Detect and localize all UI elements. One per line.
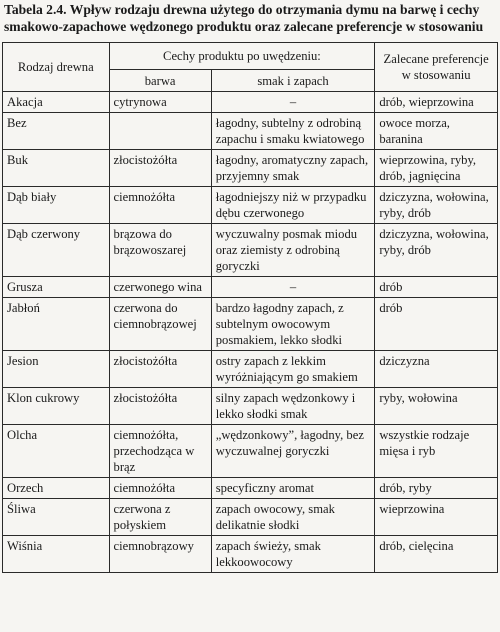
cell-preferences: drób, wieprzowina <box>375 92 498 113</box>
table-header <box>3 43 498 92</box>
cell-wood: Buk <box>3 150 110 187</box>
header-preferences: Zalecane preferencje w stosowaniu <box>375 43 498 92</box>
table-row <box>3 425 498 478</box>
cell-color: złocistożółta <box>109 150 211 187</box>
table-row <box>3 351 498 388</box>
table-row <box>3 277 498 298</box>
cell-wood: Dąb czerwony <box>3 224 110 277</box>
header-wood: Rodzaj drewna <box>3 43 110 92</box>
cell-wood: Śliwa <box>3 499 110 536</box>
cell-color <box>109 113 211 150</box>
table-row <box>3 298 498 351</box>
cell-taste: wyczuwalny posmak miodu oraz ziemisty z odrobiną goryczki <box>211 224 375 277</box>
cell-taste: zapach świeży, smak lekkoowocowy <box>211 536 375 573</box>
cell-taste: łagodniejszy niż w przypadku dębu czerwonego <box>211 187 375 224</box>
cell-taste: specyficzny aromat <box>211 478 375 499</box>
cell-preferences: dziczyzna <box>375 351 498 388</box>
cell-preferences: drób <box>375 298 498 351</box>
cell-wood: Dąb biały <box>3 187 110 224</box>
header-features-group: Cechy produktu po uwędzeniu: <box>109 43 375 70</box>
cell-color: ciemnobrązowy <box>109 536 211 573</box>
cell-color: ciemnożółta, przechodząca w brąz <box>109 425 211 478</box>
table-row <box>3 478 498 499</box>
cell-wood: Grusza <box>3 277 110 298</box>
cell-wood: Akacja <box>3 92 110 113</box>
cell-wood: Orzech <box>3 478 110 499</box>
cell-taste: ostry zapach z lekkim wyróżniającym go smakiem <box>211 351 375 388</box>
table-caption: Tabela 2.4. Wpływ rodzaju drewna użytego do otrzymania dymu na barwę i cechy smakowo-zapachowe wędzonego produktu oraz zalecane preferencje w stosowaniu <box>4 2 484 34</box>
cell-preferences: wieprzowina, ryby, drób, jagnięcina <box>375 150 498 187</box>
cell-taste: „wędzonkowy”, łagodny, bez wyczuwalnej goryczki <box>211 425 375 478</box>
cell-wood: Jesion <box>3 351 110 388</box>
cell-taste: zapach owocowy, smak delikatnie słodki <box>211 499 375 536</box>
cell-color: ciemnożółta <box>109 478 211 499</box>
cell-taste: silny zapach wędzonkowy i lekko słodki smak <box>211 388 375 425</box>
cell-color: złocistożółta <box>109 351 211 388</box>
header-taste: smak i zapach <box>211 70 375 92</box>
cell-preferences: wieprzowina <box>375 499 498 536</box>
table-row <box>3 150 498 187</box>
cell-wood: Olcha <box>3 425 110 478</box>
table-row <box>3 499 498 536</box>
cell-color: czerwona z połyskiem <box>109 499 211 536</box>
table-row <box>3 187 498 224</box>
table-row <box>3 92 498 113</box>
cell-wood: Wiśnia <box>3 536 110 573</box>
cell-taste: – <box>211 92 375 113</box>
cell-color: czerwonego wina <box>109 277 211 298</box>
cell-preferences: owoce morza, baranina <box>375 113 498 150</box>
cell-preferences: drób, cielęcina <box>375 536 498 573</box>
cell-taste: łagodny, aromatyczny zapach, przyjemny smak <box>211 150 375 187</box>
cell-color: ciemnożółta <box>109 187 211 224</box>
table-body <box>3 92 498 573</box>
cell-preferences: dziczyzna, wołowina, ryby, drób <box>375 224 498 277</box>
cell-taste: – <box>211 277 375 298</box>
table-row <box>3 113 498 150</box>
cell-preferences: ryby, wołowina <box>375 388 498 425</box>
header-color: barwa <box>109 70 211 92</box>
cell-preferences: drób, ryby <box>375 478 498 499</box>
cell-preferences: wszystkie rodzaje mięsa i ryb <box>375 425 498 478</box>
cell-taste: bardzo łagodny zapach, z subtelnym owocowym posmakiem, lekko słodki <box>211 298 375 351</box>
wood-smoke-table <box>2 42 498 573</box>
cell-color: cytrynowa <box>109 92 211 113</box>
cell-taste: łagodny, subtelny z odrobiną zapachu i smaku kwiatowego <box>211 113 375 150</box>
cell-preferences: dziczyzna, wołowina, ryby, drób <box>375 187 498 224</box>
table-row <box>3 536 498 573</box>
table-row <box>3 224 498 277</box>
cell-wood: Jabłoń <box>3 298 110 351</box>
cell-wood: Bez <box>3 113 110 150</box>
cell-color: złocistożółta <box>109 388 211 425</box>
cell-wood: Klon cukrowy <box>3 388 110 425</box>
cell-preferences: drób <box>375 277 498 298</box>
cell-color: czerwona do ciemnobrązowej <box>109 298 211 351</box>
cell-color: brązowa do brązowoszarej <box>109 224 211 277</box>
table-row <box>3 388 498 425</box>
